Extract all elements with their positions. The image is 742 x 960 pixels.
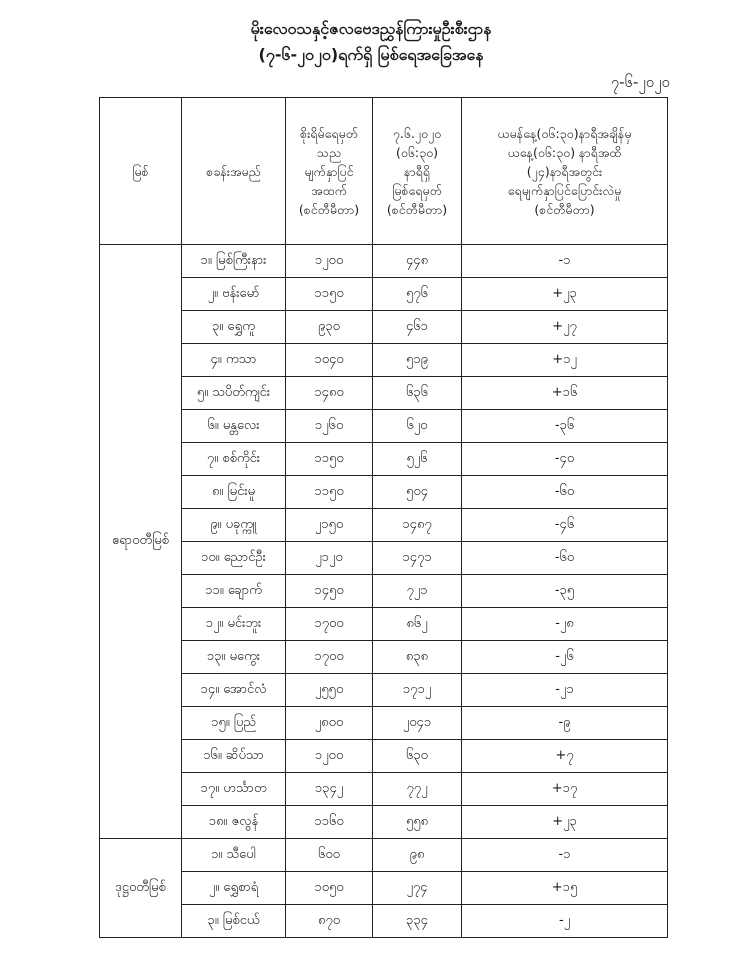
header-line: (စင်တီမီတာ) xyxy=(386,201,448,217)
station-cell: ၁၁။ ချောက် xyxy=(182,575,286,608)
header-line: မျက်နှာပြင် xyxy=(304,163,354,179)
table-row xyxy=(100,443,668,476)
water-level-cell: ၅၁၉ xyxy=(373,344,462,377)
header-line: (၀၆:၃၀) xyxy=(395,144,439,160)
danger-level-cell: ၁၁၅၀ xyxy=(286,278,373,311)
water-level-cell: ၄၄၈ xyxy=(373,245,462,278)
table-row xyxy=(100,905,668,938)
header-line: (စင်တီမီတာ) xyxy=(298,201,360,217)
station-cell: ၆။ မန္တလေး xyxy=(182,410,286,443)
water-level-cell: ၆၃၆ xyxy=(373,377,462,410)
table-header xyxy=(100,98,668,245)
change-cell: -၂၁ xyxy=(462,674,668,707)
table-row xyxy=(100,674,668,707)
danger-level-cell: ၂၈၀၀ xyxy=(286,707,373,740)
change-cell: +၁၂ xyxy=(462,344,668,377)
table-row xyxy=(100,476,668,509)
table-row xyxy=(100,608,668,641)
header-line: ယမန်နေ့(၀၆:၃၀)နာရီအချိန်မှ xyxy=(497,125,632,141)
table-row xyxy=(100,872,668,905)
table-row xyxy=(100,773,668,806)
danger-level-cell: ၈၇၀ xyxy=(286,905,373,938)
table-row xyxy=(100,575,668,608)
change-cell: -၉ xyxy=(462,707,668,740)
header-line: ယနေ့(၀၆:၃၀) နာရီအထိ xyxy=(507,144,622,160)
water-level-cell: ၅၇၆ xyxy=(373,278,462,311)
change-cell: -၃၆ xyxy=(462,410,668,443)
change-cell: +၁၆ xyxy=(462,377,668,410)
station-cell: ၁၀။ ညောင်ဦး xyxy=(182,542,286,575)
water-level-cell: ၅၀၄ xyxy=(373,476,462,509)
header-line: အထက် xyxy=(311,182,347,198)
header-line: သည xyxy=(316,144,342,160)
water-level-cell: ၅၅၈ xyxy=(373,806,462,839)
water-level-cell: ၇၇၂ xyxy=(373,773,462,806)
station-cell: ၈။ မြင်းမူ xyxy=(182,476,286,509)
river-name-cell: ဒုဋ္ဌဝတီမြစ် xyxy=(100,839,182,938)
station-cell: ၁။ မြစ်ကြီးနား xyxy=(182,245,286,278)
header-station: စခန်းအမည် xyxy=(182,98,286,245)
water-level-cell: ၄၆၁ xyxy=(373,311,462,344)
danger-level-cell: ၁၀၄၀ xyxy=(286,344,373,377)
header-line: စိုးရိမ်ရေမှတ် xyxy=(300,125,358,141)
header-water-level xyxy=(373,98,462,245)
change-cell: -၁ xyxy=(462,839,668,872)
table-row xyxy=(100,641,668,674)
danger-level-cell: ၂၅၅၀ xyxy=(286,674,373,707)
station-cell: ၂။ ဗန်းမော် xyxy=(182,278,286,311)
table-row xyxy=(100,707,668,740)
change-cell: -၁ xyxy=(462,245,668,278)
water-level-cell: ၉၈ xyxy=(373,839,462,872)
danger-level-cell: ၂၁၅၀ xyxy=(286,509,373,542)
danger-level-cell: ၁၀၅၀ xyxy=(286,872,373,905)
change-cell: +၂၃ xyxy=(462,806,668,839)
station-cell: ၁၆။ ဆိပ်သာ xyxy=(182,740,286,773)
page-subtitle: (၇-၆-၂၀၂၀)ရက်ရှိ မြစ်ရေအခြေအနေ xyxy=(258,45,484,64)
water-level-cell: ၂၀၄၁ xyxy=(373,707,462,740)
table-row xyxy=(100,806,668,839)
table-row xyxy=(100,344,668,377)
header-line: ၇.၆.၂၀၂၀ xyxy=(392,125,442,141)
water-level-cell: ၁၄၇၁ xyxy=(373,542,462,575)
change-cell: +၇ xyxy=(462,740,668,773)
danger-level-cell: ၁၇၀၀ xyxy=(286,608,373,641)
water-level-cell: ၂၇၄ xyxy=(373,872,462,905)
water-level-cell: ၁၇၁၂ xyxy=(373,674,462,707)
header-line: ရေမျက်နှာပြင်ပြောင်းလဲမှု xyxy=(507,182,622,198)
header-danger-level xyxy=(286,98,373,245)
header-line: (စင်တီမီတာ) xyxy=(534,201,595,217)
header-river: မြစ် xyxy=(100,98,182,245)
danger-level-cell: ၁၂၀၀ xyxy=(286,245,373,278)
station-cell: ၁၈။ ဇလွန် xyxy=(182,806,286,839)
change-cell: -၃၅ xyxy=(462,575,668,608)
change-cell: -၂၈ xyxy=(462,608,668,641)
station-cell: ၄။ ကသာ xyxy=(182,344,286,377)
danger-level-cell: ၁၂၀၀ xyxy=(286,740,373,773)
water-level-cell: ၈၆၂ xyxy=(373,608,462,641)
header-line: (၂၄)နာရီအတွင်း xyxy=(526,163,603,179)
station-cell: ၉။ ပခုက္ကူ xyxy=(182,509,286,542)
station-cell: ၁၃။ မကွေး xyxy=(182,641,286,674)
water-level-cell: ၇၂၁ xyxy=(373,575,462,608)
danger-level-cell: ၁၄၅၀ xyxy=(286,575,373,608)
change-cell: +၁၅ xyxy=(462,872,668,905)
danger-level-cell: ၁၂၆၀ xyxy=(286,410,373,443)
change-cell: -၂ xyxy=(462,905,668,938)
table-row xyxy=(100,311,668,344)
water-level-cell: ၅၂၆ xyxy=(373,443,462,476)
page-title: မိုးလေဝသနှင့်ဇလဗေဒညွှန်ကြားမှုဦးစီးဌာန xyxy=(250,19,492,38)
danger-level-cell: ၁၁၅၀ xyxy=(286,443,373,476)
change-cell: -၆၀ xyxy=(462,476,668,509)
station-cell: ၁၄။ အောင်လံ xyxy=(182,674,286,707)
change-cell: -၂၆ xyxy=(462,641,668,674)
table-body xyxy=(100,245,668,938)
change-cell: +၁၇ xyxy=(462,773,668,806)
station-cell: ၃။ ရွှေကူ xyxy=(182,311,286,344)
header-line: နာရီရှိ xyxy=(404,163,430,179)
river-name-cell: ဧရာဝတီမြစ် xyxy=(100,245,182,839)
table-row xyxy=(100,509,668,542)
change-cell: +၂၇ xyxy=(462,311,668,344)
report-date: ၇-၆-၂၀၂၀ xyxy=(610,73,670,91)
station-cell: ၁၂။ မင်းဘူး xyxy=(182,608,286,641)
danger-level-cell: ၁၇၀၀ xyxy=(286,641,373,674)
danger-level-cell: ၁၁၅၀ xyxy=(286,476,373,509)
danger-level-cell: ၆၀၀ xyxy=(286,839,373,872)
station-cell: ၅။ သပိတ်ကျင်း xyxy=(182,377,286,410)
station-cell: ၇။ စစ်ကိုင်း xyxy=(182,443,286,476)
station-cell: ၃။ မြစ်ငယ် xyxy=(182,905,286,938)
danger-level-cell: ၁၄၈၀ xyxy=(286,377,373,410)
table-row xyxy=(100,245,668,278)
water-level-cell: ၆၂၀ xyxy=(373,410,462,443)
table-row xyxy=(100,410,668,443)
station-cell: ၁။ သီပေါ xyxy=(182,839,286,872)
change-cell: -၆၀ xyxy=(462,542,668,575)
river-level-table xyxy=(99,97,668,938)
danger-level-cell: ၂၁၂၀ xyxy=(286,542,373,575)
change-cell: -၄၀ xyxy=(462,443,668,476)
table-row xyxy=(100,377,668,410)
table-row xyxy=(100,839,668,872)
danger-level-cell: ၉၃၀ xyxy=(286,311,373,344)
danger-level-cell: ၁၁၆၀ xyxy=(286,806,373,839)
header-24h-change xyxy=(462,98,668,245)
station-cell: ၁၅။ ပြည် xyxy=(182,707,286,740)
change-cell: +၂၃ xyxy=(462,278,668,311)
water-level-cell: ၈၃၈ xyxy=(373,641,462,674)
table-row xyxy=(100,278,668,311)
station-cell: ၁၇။ ဟင်္သာတ xyxy=(182,773,286,806)
water-level-cell: ၆၃၀ xyxy=(373,740,462,773)
station-cell: ၂။ ရွှေစာရံ xyxy=(182,872,286,905)
table-row xyxy=(100,542,668,575)
water-level-cell: ၃၃၄ xyxy=(373,905,462,938)
change-cell: -၄၆ xyxy=(462,509,668,542)
danger-level-cell: ၁၃၄၂ xyxy=(286,773,373,806)
water-level-cell: ၁၄၈၇ xyxy=(373,509,462,542)
header-line: မြစ်ရေမှတ် xyxy=(392,182,442,198)
table-row xyxy=(100,740,668,773)
